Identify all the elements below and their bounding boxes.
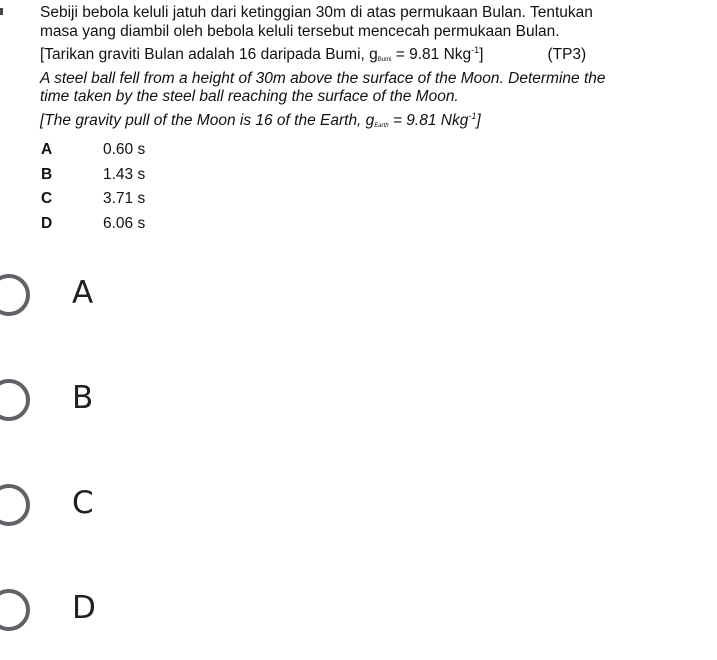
answer-option-value: 6.06 s	[103, 214, 146, 232]
malay-superscript: -1	[471, 45, 480, 56]
choice-a-label: A	[72, 275, 94, 311]
answer-option-letter: C	[41, 190, 53, 207]
margin-mark	[0, 8, 3, 15]
english-superscript: -1	[468, 110, 477, 121]
answer-option-row	[40, 212, 145, 237]
choice-b-label: B	[72, 380, 94, 416]
choice-c-label: C	[72, 485, 94, 521]
question-text	[40, 4, 710, 136]
english-line-3	[40, 107, 710, 136]
malay-line-3-end: ]	[479, 46, 484, 64]
choice-d-label: D	[72, 590, 96, 626]
malay-line-2: masa yang diambil oleh bebola keluli tersebut mencecah permukaan Bulan.	[40, 22, 560, 40]
english-line-3-end: ]	[476, 111, 481, 129]
radio-button-c[interactable]	[0, 484, 30, 526]
choice-c[interactable]	[0, 481, 200, 541]
english-line-2: time taken by the steel ball reaching the surface of the Moon.	[40, 88, 459, 106]
answer-option-value: 3.71 s	[103, 190, 146, 207]
malay-line-3-eq: = 9.81 Nkg	[391, 46, 472, 64]
malay-line-3	[40, 41, 710, 70]
level-tag: (TP3)	[547, 46, 587, 64]
english-subscript: Earth	[374, 122, 389, 129]
answer-option-letter: D	[41, 214, 53, 232]
malay-line-1: Sebiji bebola keluli jatuh dari ketinggian 30m di atas permukaan Bulan. Tentukan	[40, 4, 593, 21]
answer-option-letter: B	[41, 165, 53, 183]
english-line-1: A steel ball fell from a height of 30m above the surface of the Moon. Determine the	[40, 69, 606, 87]
choice-b[interactable]	[0, 376, 200, 436]
english-line-3-eq: = 9.81 Nkg	[388, 111, 469, 129]
radio-button-d[interactable]	[0, 589, 30, 631]
answer-options-table	[40, 138, 145, 236]
radio-button-b[interactable]	[0, 379, 30, 421]
answer-option-letter: A	[41, 141, 53, 158]
malay-subscript: Bumi	[377, 57, 392, 64]
radio-button-a[interactable]	[0, 274, 30, 316]
english-line-3-prefix: [The gravity pull of the Moon is 16 of the Earth, g	[40, 111, 375, 129]
answer-option-value: 0.60 s	[103, 141, 146, 158]
malay-line-3-prefix: [Tarikan graviti Bulan adalah 16 daripada Bumi, g	[40, 46, 378, 64]
choice-d[interactable]	[0, 586, 200, 646]
answer-option-row	[40, 138, 145, 163]
answer-option-row	[40, 187, 145, 212]
choice-a[interactable]	[0, 271, 200, 331]
answer-option-value: 1.43 s	[103, 165, 146, 183]
answer-option-row	[40, 163, 145, 188]
